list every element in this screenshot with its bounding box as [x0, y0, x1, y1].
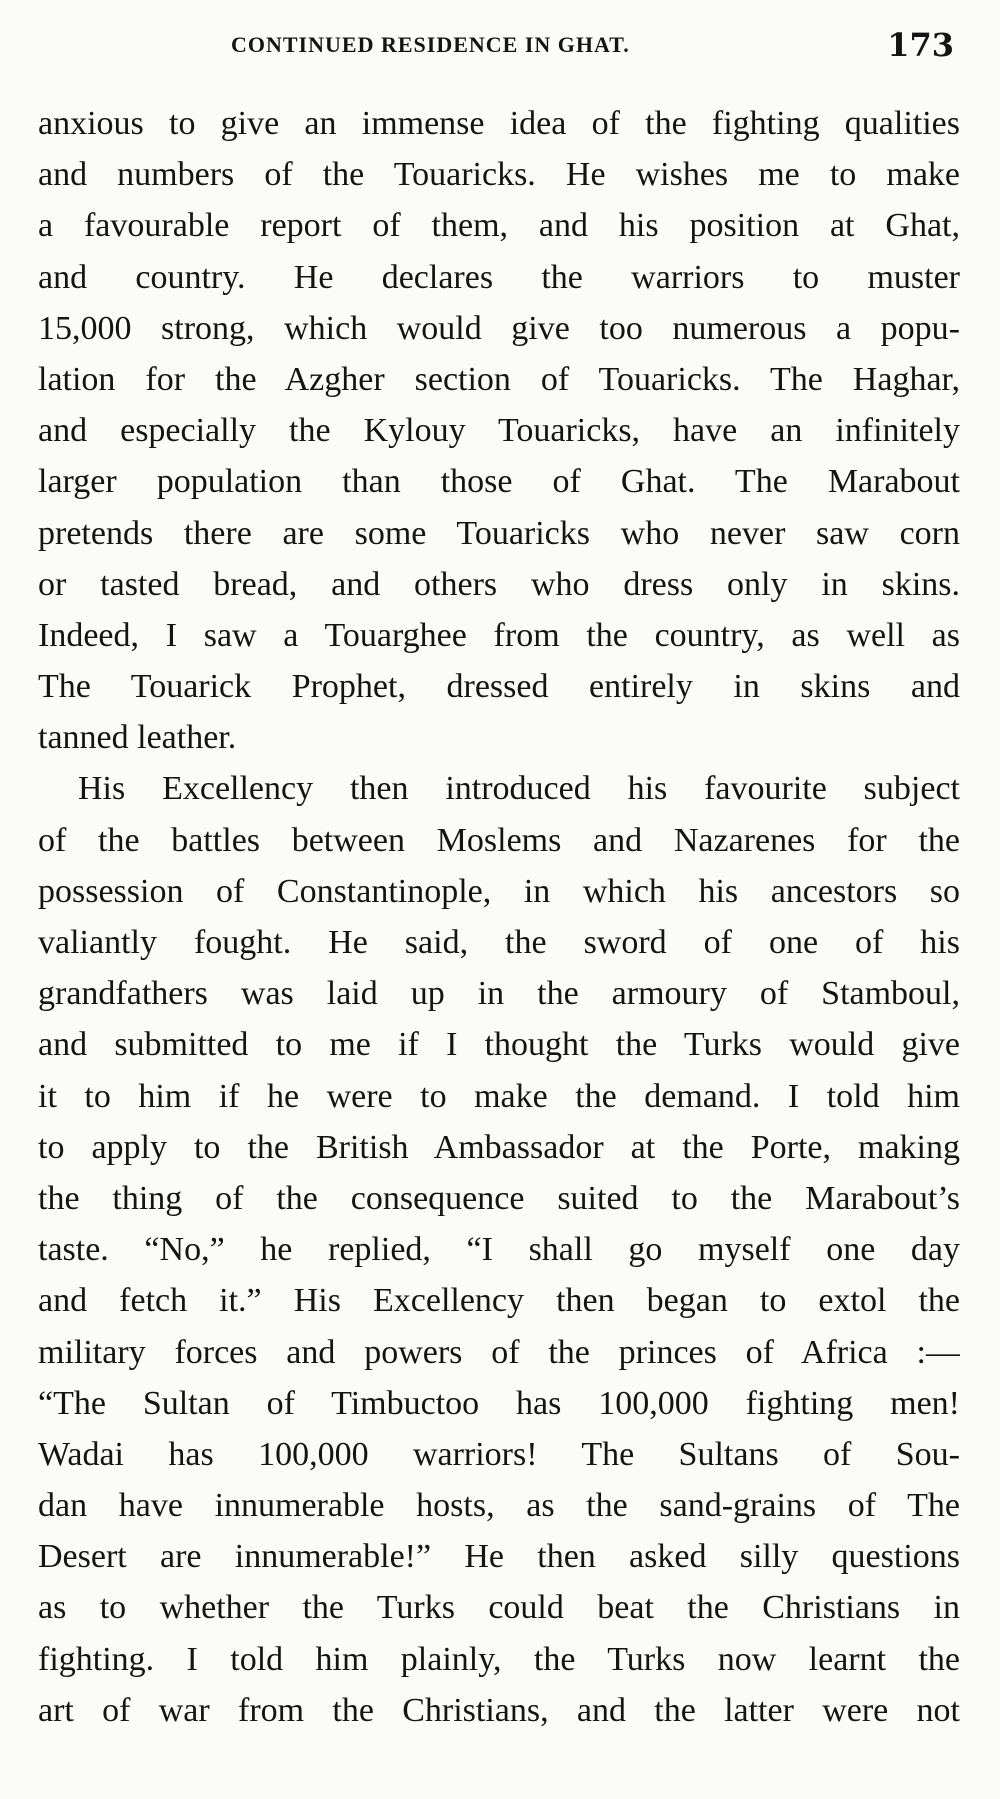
text-line: military forces and powers of the princes of Africa :—	[38, 1333, 960, 1371]
text-line: larger population than those of Ghat. The Marabout	[38, 463, 960, 501]
text-line: the thing of the consequence suited to the Marabout’s	[38, 1179, 960, 1217]
text-line: anxious to give an immense idea of the fighting qualities	[38, 105, 960, 142]
running-head	[38, 28, 962, 70]
body-text	[38, 98, 960, 1736]
text-line: Desert are innumerable!” He then asked silly questions	[38, 1538, 960, 1576]
text-line: and numbers of the Touaricks. He wishes me to make	[38, 156, 960, 194]
text-line: Wadai has 100,000 warriors! The Sultans of Sou-	[38, 1435, 960, 1473]
text-line: dan have innumerable hosts, as the sand-grains of The	[38, 1487, 960, 1525]
page-number: 173	[887, 26, 954, 64]
paragraph-2	[38, 763, 960, 1736]
text-line: it to him if he were to make the demand. I told him	[38, 1077, 960, 1115]
text-line: 15,000 strong, which would give too numerous a popu-	[38, 309, 960, 347]
text-line: tanned leather.	[38, 719, 237, 757]
text-line: “The Sultan of Timbuctoo has 100,000 fighting men!	[38, 1384, 960, 1422]
text-line: and country. He declares the warriors to muster	[38, 258, 960, 296]
text-line: His Excellency then introduced his favourite subject	[78, 770, 960, 808]
text-line: Indeed, I saw a Touarghee from the country, as well as	[38, 616, 960, 654]
text-line: and especially the Kylouy Touaricks, have an infinitely	[38, 412, 960, 450]
text-line: grandfathers was laid up in the armoury of Stamboul,	[38, 975, 960, 1013]
text-line: The Touarick Prophet, dressed entirely in skins and	[38, 668, 960, 706]
text-line: possession of Constantinople, in which his ancestors so	[38, 872, 960, 910]
text-line: art of war from the Christians, and the latter were not	[38, 1691, 960, 1729]
running-head-title: CONTINUED RESIDENCE IN GHAT.	[231, 32, 630, 57]
text-line: as to whether the Turks could beat the Christians in	[38, 1589, 960, 1627]
text-line: of the battles between Moslems and Nazarenes for the	[38, 821, 960, 859]
text-line: to apply to the British Ambassador at the Porte, making	[38, 1128, 960, 1166]
text-line: taste. “No,” he replied, “I shall go myself one day	[38, 1231, 960, 1269]
text-line: a favourable report of them, and his position at Ghat,	[38, 207, 960, 245]
text-line: valiantly fought. He said, the sword of one of his	[38, 924, 960, 961]
paragraph-1	[38, 98, 960, 763]
text-line: pretends there are some Touaricks who never saw corn	[38, 514, 960, 552]
text-line: or tasted bread, and others who dress only in skins.	[38, 565, 960, 603]
text-line: lation for the Azgher section of Touaricks. The Haghar,	[38, 360, 960, 398]
text-line: fighting. I told him plainly, the Turks now learnt the	[38, 1640, 960, 1678]
text-line: and submitted to me if I thought the Turks would give	[38, 1026, 960, 1064]
text-line: and fetch it.” His Excellency then began to extol the	[38, 1282, 960, 1320]
